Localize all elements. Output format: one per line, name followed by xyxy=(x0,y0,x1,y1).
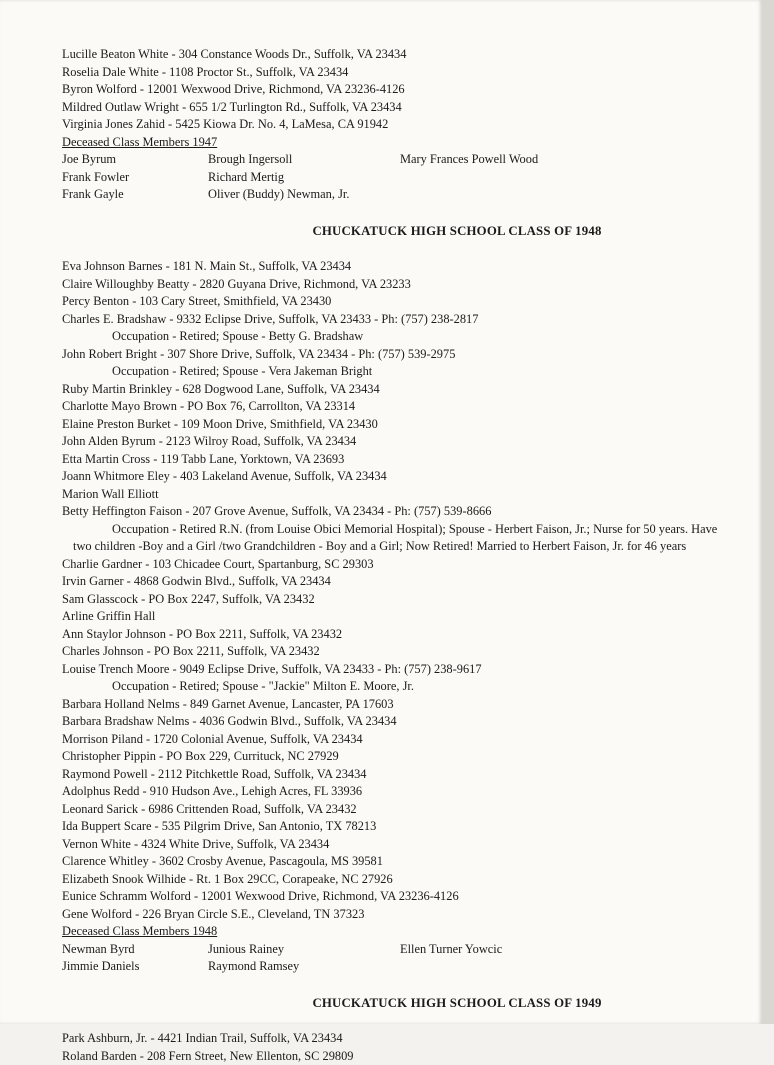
member-line: Adolphus Redd - 910 Hudson Ave., Lehigh Acres, FL 33936 xyxy=(62,783,774,801)
member-line: Virginia Jones Zahid - 5425 Kiowa Dr. No. 4, LaMesa, CA 91942 xyxy=(62,116,774,134)
member-line: Elaine Preston Burket - 109 Moon Drive, Smithfield, VA 23430 xyxy=(62,416,774,434)
member-line: Byron Wolford - 12001 Wexwood Drive, Richmond, VA 23236-4126 xyxy=(62,81,774,99)
deceased-1948 xyxy=(62,923,774,976)
deceased-1947 xyxy=(62,134,774,204)
member-line: Joann Whitmore Eley - 403 Lakeland Avenue, Suffolk, VA 23434 xyxy=(62,468,774,486)
deceased-row xyxy=(62,941,774,959)
member-line: Roland Barden - 208 Fern Street, New Ellenton, SC 29809 xyxy=(62,1048,774,1065)
class-roster xyxy=(62,46,774,1065)
deceased-row xyxy=(62,151,774,169)
member-line: Betty Heffington Faison - 207 Grove Avenue, Suffolk, VA 23434 - Ph: (757) 539-8666 xyxy=(62,503,774,521)
deceased-name: Oliver (Buddy) Newman, Jr. xyxy=(208,186,400,204)
deceased-name: Ellen Turner Yowcic xyxy=(400,941,502,959)
member-line: Percy Benton - 103 Cary Street, Smithfield, VA 23430 xyxy=(62,293,774,311)
member-line: Charles Johnson - PO Box 2211, Suffolk, VA 23432 xyxy=(62,643,774,661)
deceased-name: Frank Gayle xyxy=(62,186,208,204)
member-detail-line: Occupation - Retired; Spouse - Betty G. Bradshaw xyxy=(62,328,774,346)
member-line: Leonard Sarick - 6986 Crittenden Road, Suffolk, VA 23432 xyxy=(62,801,774,819)
member-line: Lucille Beaton White - 304 Constance Woods Dr., Suffolk, VA 23434 xyxy=(62,46,774,64)
class-1947-members xyxy=(62,46,774,134)
member-detail-line: Occupation - Retired R.N. (from Louise Obici Memorial Hospital); Spouse - Herbert Faison, Jr.; Nurse for 50 years. Have xyxy=(62,521,774,539)
deceased-name: Jimmie Daniels xyxy=(62,958,208,976)
member-line: Louise Trench Moore - 9049 Eclipse Drive, Suffolk, VA 23433 - Ph: (757) 238-9617 xyxy=(62,661,774,679)
deceased-row xyxy=(62,958,774,976)
member-detail-line: Occupation - Retired; Spouse - Vera Jakeman Bright xyxy=(62,363,774,381)
member-line: Charlotte Mayo Brown - PO Box 76, Carrollton, VA 23314 xyxy=(62,398,774,416)
member-line: Elizabeth Snook Wilhide - Rt. 1 Box 29CC, Corapeake, NC 27926 xyxy=(62,871,774,889)
deceased-1948-label: Deceased Class Members 1948 xyxy=(62,923,774,941)
member-line: Raymond Powell - 2112 Pitchkettle Road, Suffolk, VA 23434 xyxy=(62,766,774,784)
deceased-name: Richard Mertig xyxy=(208,169,400,187)
member-line: Mildred Outlaw Wright - 655 1/2 Turlington Rd., Suffolk, VA 23434 xyxy=(62,99,774,117)
member-line: Ann Staylor Johnson - PO Box 2211, Suffolk, VA 23432 xyxy=(62,626,774,644)
member-line: Clarence Whitley - 3602 Crosby Avenue, Pascagoula, MS 39581 xyxy=(62,853,774,871)
deceased-name: Newman Byrd xyxy=(62,941,208,959)
member-line: Vernon White - 4324 White Drive, Suffolk, VA 23434 xyxy=(62,836,774,854)
member-line: Christopher Pippin - PO Box 229, Currituck, NC 27929 xyxy=(62,748,774,766)
class-1949-members xyxy=(62,1030,774,1065)
deceased-row xyxy=(62,186,774,204)
member-line: Barbara Bradshaw Nelms - 4036 Godwin Blvd., Suffolk, VA 23434 xyxy=(62,713,774,731)
member-line: Arline Griffin Hall xyxy=(62,608,774,626)
member-line: Sam Glasscock - PO Box 2247, Suffolk, VA 23432 xyxy=(62,591,774,609)
deceased-name: Raymond Ramsey xyxy=(208,958,400,976)
member-line: John Alden Byrum - 2123 Wilroy Road, Suffolk, VA 23434 xyxy=(62,433,774,451)
deceased-name: Junious Rainey xyxy=(208,941,400,959)
class-1949-heading: CHUCKATUCK HIGH SCHOOL CLASS OF 1949 xyxy=(212,995,702,1013)
member-line: Ida Buppert Scare - 535 Pilgrim Drive, San Antonio, TX 78213 xyxy=(62,818,774,836)
deceased-name: Joe Byrum xyxy=(62,151,208,169)
member-line: Claire Willoughby Beatty - 2820 Guyana Drive, Richmond, VA 23233 xyxy=(62,276,774,294)
class-1948-heading: CHUCKATUCK HIGH SCHOOL CLASS OF 1948 xyxy=(212,223,702,241)
member-line: Marion Wall Elliott xyxy=(62,486,774,504)
deceased-name: Mary Frances Powell Wood xyxy=(400,151,538,169)
deceased-name: Brough Ingersoll xyxy=(208,151,400,169)
member-detail-line: two children -Boy and a Girl /two Grandchildren - Boy and a Girl; Now Retired! Married to Herbert Faison, Jr. for 46 years xyxy=(62,538,774,556)
member-detail-line: Occupation - Retired; Spouse - "Jackie" Milton E. Moore, Jr. xyxy=(62,678,774,696)
member-line: Eunice Schramm Wolford - 12001 Wexwood Drive, Richmond, VA 23236-4126 xyxy=(62,888,774,906)
member-line: Morrison Piland - 1720 Colonial Avenue, Suffolk, VA 23434 xyxy=(62,731,774,749)
member-line: Ruby Martin Brinkley - 628 Dogwood Lane, Suffolk, VA 23434 xyxy=(62,381,774,399)
deceased-name: Frank Fowler xyxy=(62,169,208,187)
member-line: Gene Wolford - 226 Bryan Circle S.E., Cleveland, TN 37323 xyxy=(62,906,774,924)
member-line: Roselia Dale White - 1108 Proctor St., Suffolk, VA 23434 xyxy=(62,64,774,82)
member-line: Etta Martin Cross - 119 Tabb Lane, Yorktown, VA 23693 xyxy=(62,451,774,469)
member-line: Eva Johnson Barnes - 181 N. Main St., Suffolk, VA 23434 xyxy=(62,258,774,276)
member-line: John Robert Bright - 307 Shore Drive, Suffolk, VA 23434 - Ph: (757) 539-2975 xyxy=(62,346,774,364)
class-1948-members xyxy=(62,258,774,923)
member-line: Charles E. Bradshaw - 9332 Eclipse Drive, Suffolk, VA 23433 - Ph: (757) 238-2817 xyxy=(62,311,774,329)
deceased-1947-label: Deceased Class Members 1947 xyxy=(62,134,774,152)
member-line: Park Ashburn, Jr. - 4421 Indian Trail, Suffolk, VA 23434 xyxy=(62,1030,774,1048)
deceased-row xyxy=(62,169,774,187)
member-line: Barbara Holland Nelms - 849 Garnet Avenue, Lancaster, PA 17603 xyxy=(62,696,774,714)
member-line: Irvin Garner - 4868 Godwin Blvd., Suffolk, VA 23434 xyxy=(62,573,774,591)
member-line: Charlie Gardner - 103 Chicadee Court, Spartanburg, SC 29303 xyxy=(62,556,774,574)
